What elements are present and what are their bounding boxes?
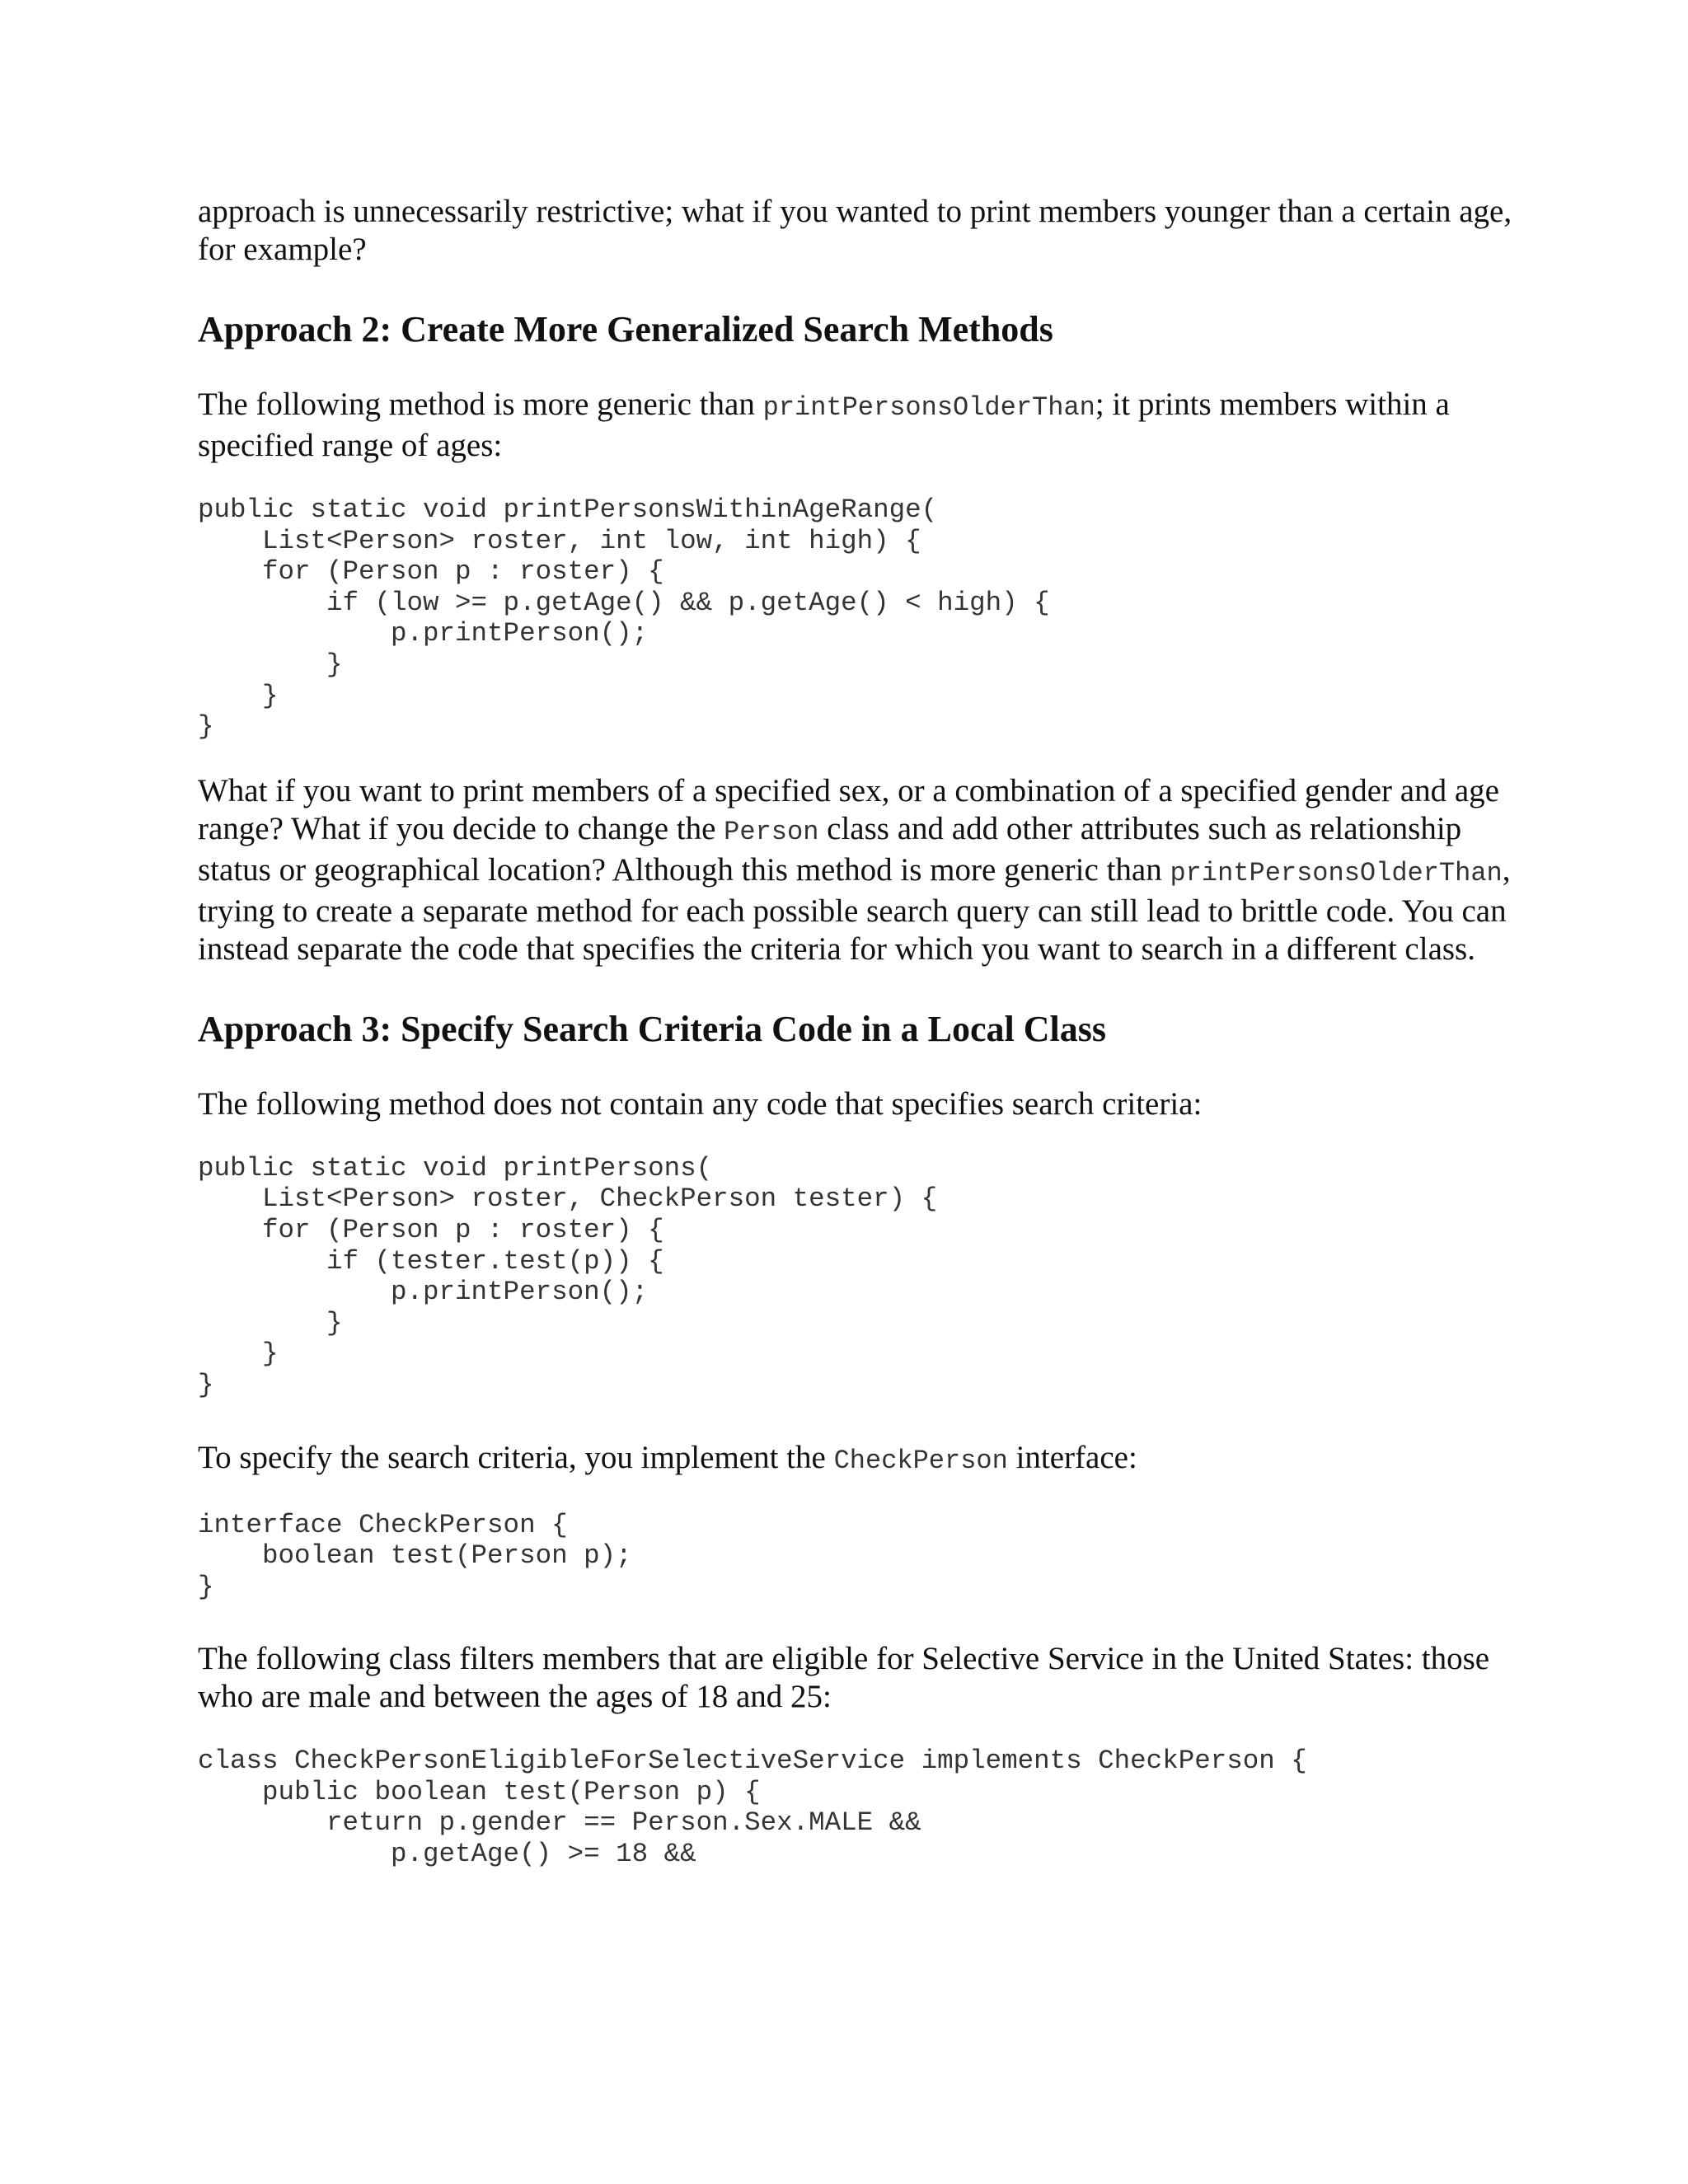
approach-3-paragraph-3: The following class filters members that are eligible for Selective Service in the United States: those who are male and between the ages of 18 and 25:	[198, 1641, 1490, 1715]
approach-3-heading: Approach 3: Specify Search Criteria Code in a Local Class	[198, 1008, 1106, 1049]
text-run: , trying to create a separate method for each possible search query can still lead to brittle code. You can instead separate the code that specifies the criteria for which you want to search in a different class.	[198, 851, 1511, 967]
document-page	[198, 193, 1517, 1870]
code-block-check-person-eligible: class CheckPersonEligibleForSelectiveService implements CheckPerson { public boolean test(Person p) { return p.gender == Person.Sex.MALE && p.getAge() >= 18 &&	[198, 1746, 1307, 1870]
approach-2-paragraph-1	[198, 386, 1517, 465]
approach-2-heading: Approach 2: Create More Generalized Search Methods	[198, 309, 1053, 349]
approach-3-paragraph-1: The following method does not contain any code that specifies search criteria:	[198, 1085, 1203, 1122]
code-block-print-persons-within-age-range: public static void printPersonsWithinAgeRange( List<Person> roster, int low, int high) { for (Person p : roster) { if (low >= p.getAge() && p.getAge() < high) { p.printPerson(); } } }	[198, 494, 1050, 743]
approach-2-paragraph-2	[198, 772, 1517, 968]
text-run: The following method is more generic than	[198, 387, 763, 422]
code-block-check-person-interface: interface CheckPerson { boolean test(Person p); }	[198, 1509, 632, 1602]
approach-3-paragraph-2	[198, 1439, 1517, 1480]
inline-code: Person	[724, 816, 819, 847]
text-run: class and add other attributes such as relationship status or geographical location? Although this method is more generic than	[198, 810, 1462, 888]
inline-code: printPersonsOlderThan	[1170, 857, 1503, 888]
inline-code: CheckPerson	[833, 1445, 1008, 1476]
text-run: What if you want to print members of a specified sex, or a combination of a specified gender and age range? What if you decide to change the	[198, 772, 1499, 846]
inline-code: printPersonsOlderThan	[762, 392, 1095, 423]
intro-paragraph: approach is unnecessarily restrictive; what if you wanted to print members younger than a certain age, for example?	[198, 194, 1512, 267]
code-block-print-persons: public static void printPersons( List<Person> roster, CheckPerson tester) { for (Person p : roster) { if (tester.test(p)) { p.printPerson(); } } }	[198, 1152, 938, 1400]
text-run: ; it prints members within a specified range of ages:	[198, 387, 1450, 463]
text-run: To specify the search criteria, you implement the	[198, 1439, 834, 1475]
text-run: interface:	[1007, 1439, 1137, 1475]
